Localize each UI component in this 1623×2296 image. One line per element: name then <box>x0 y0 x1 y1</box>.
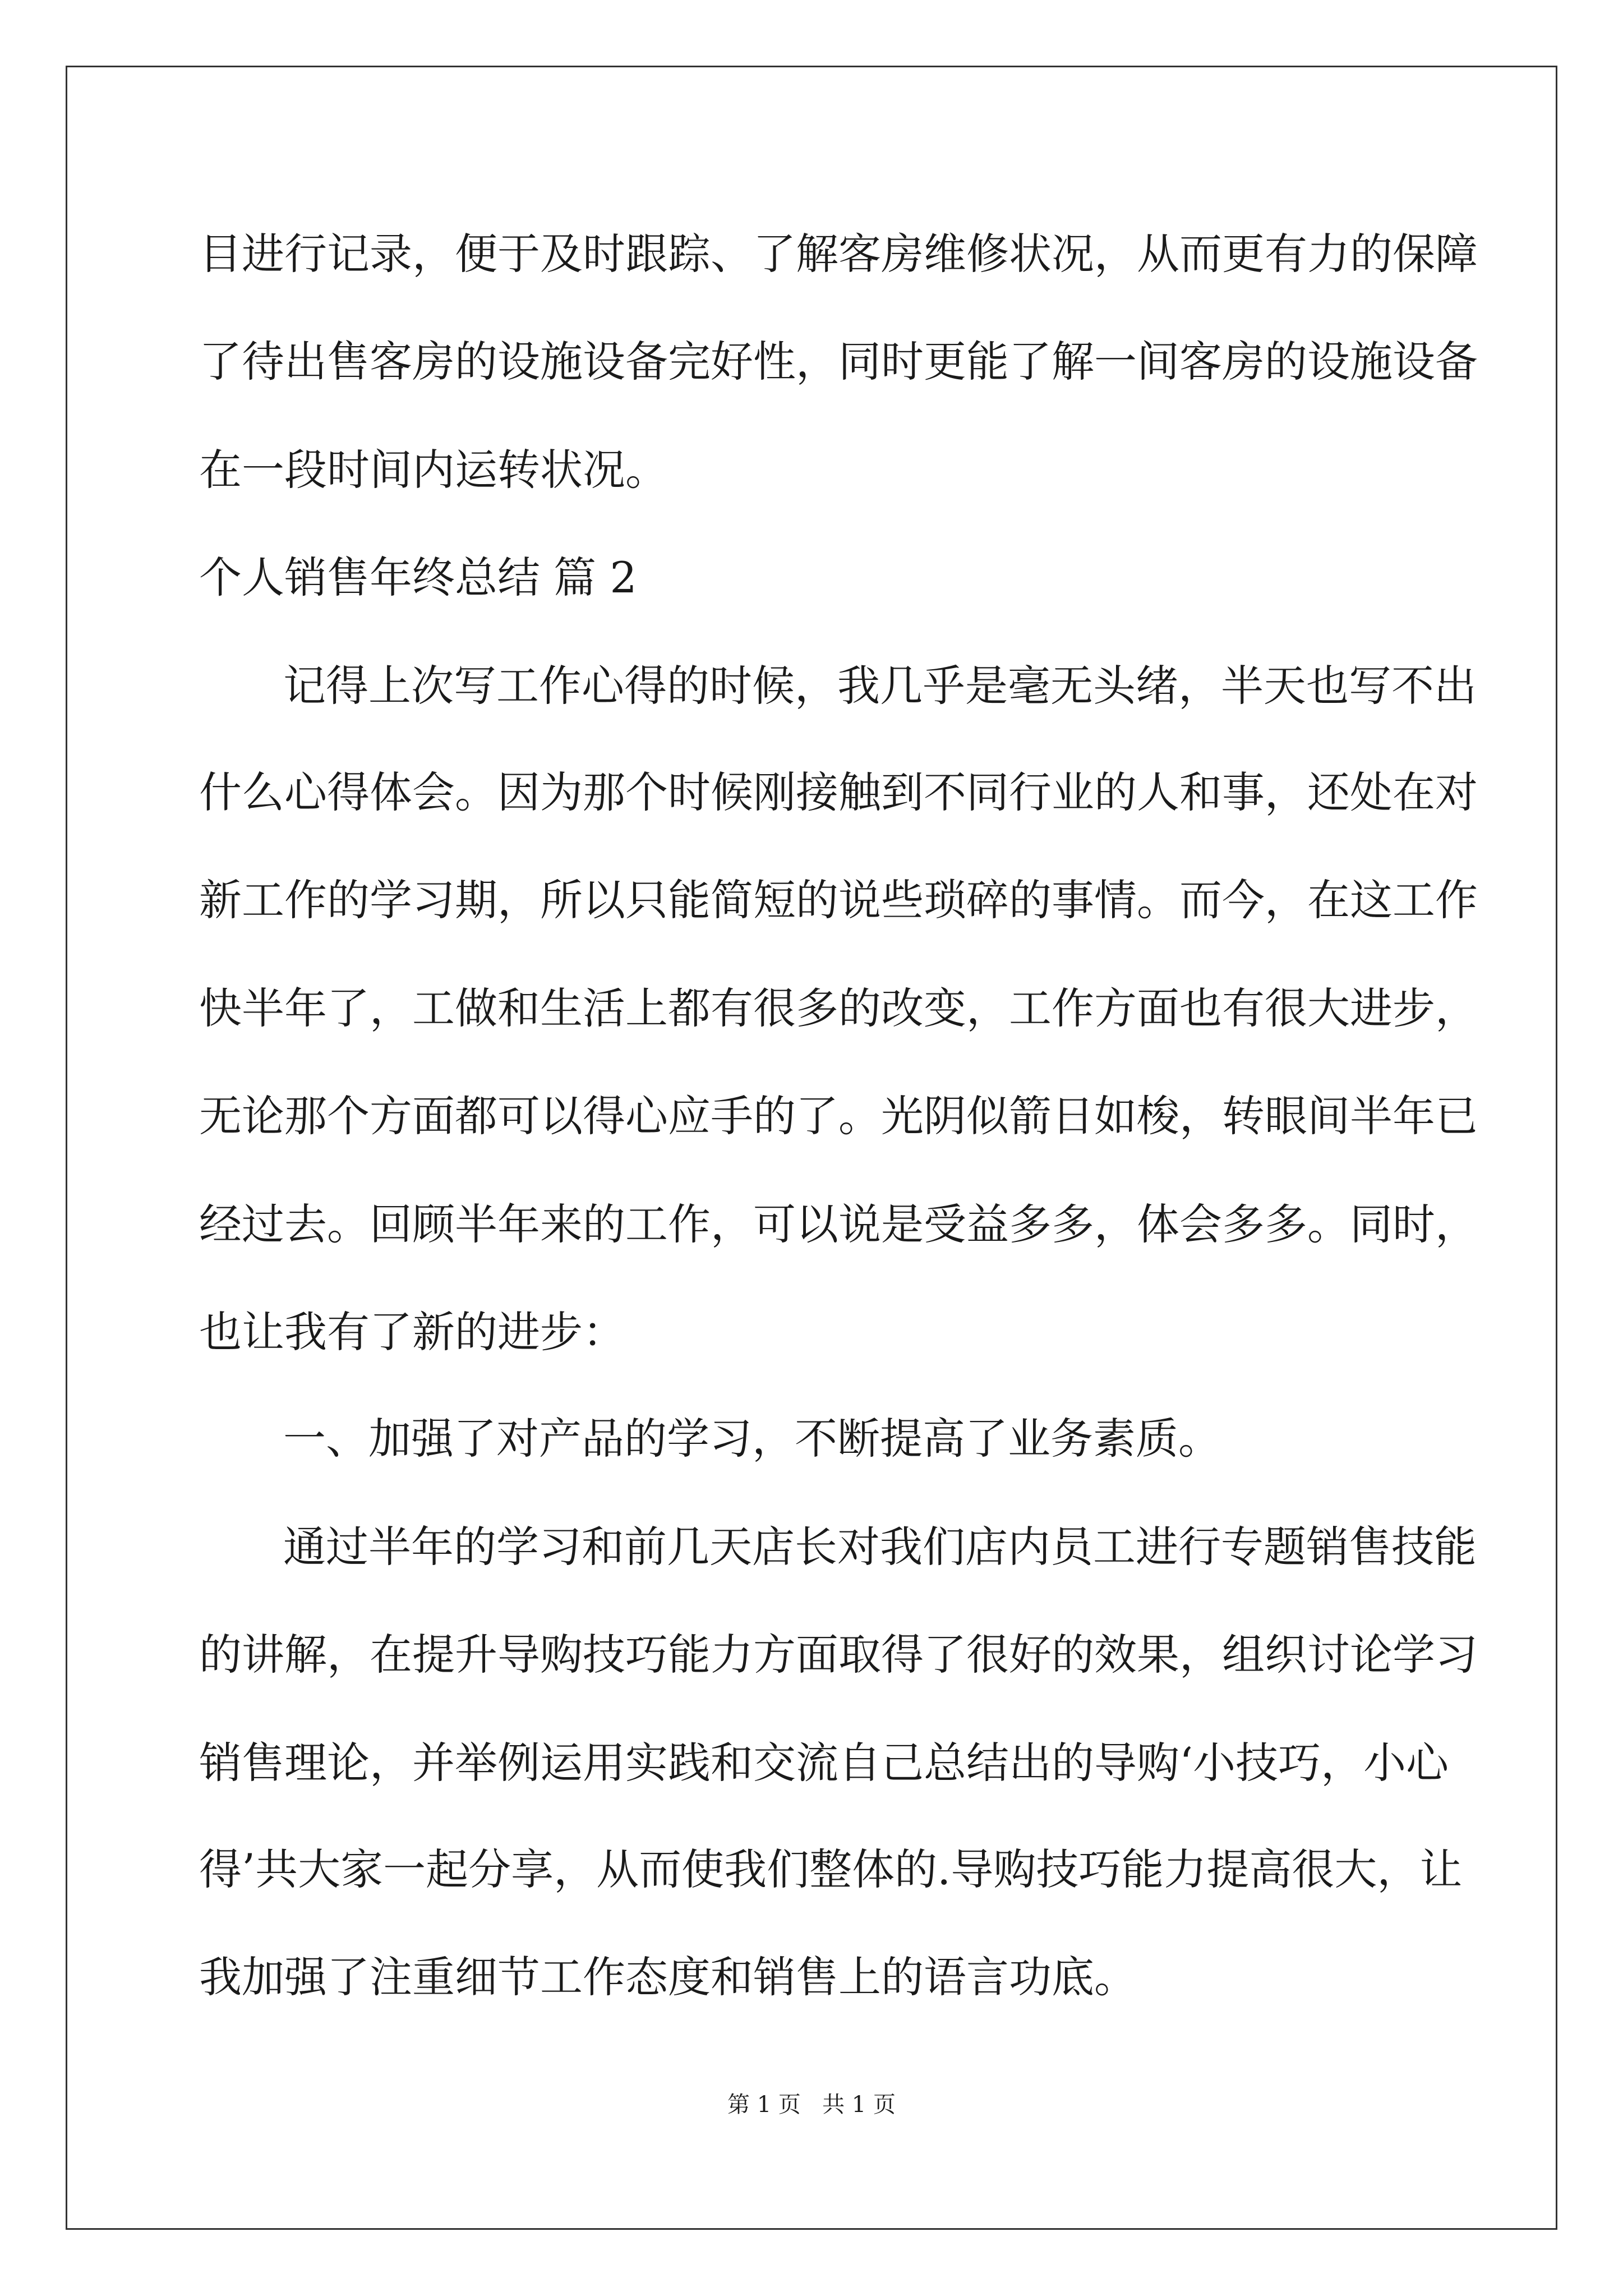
body-text-line: 无论那个方面都可以得心应手的了。光阴似箭日如梭，转眼间半年已 <box>199 1091 1478 1141</box>
body-text-line: 经过去。回顾半年来的工作，可以说是受益多多，体会多多。同时， <box>199 1199 1478 1249</box>
page-border <box>66 66 1557 2230</box>
section-heading: 个人销售年终总结 篇 2 <box>199 553 637 602</box>
body-text-line: 得’共大家一起分享，从而使我们整体的.导购技巧能力提高很大，让 <box>199 1844 1463 1894</box>
body-text-line: 通过半年的学习和前几天店长对我们店内员工进行专题销售技能 <box>283 1522 1477 1572</box>
page-number-footer: 第 1 页 共 1 页 <box>727 2092 896 2118</box>
body-text-line: 在一段时间内运转状况。 <box>199 445 668 495</box>
body-text-line: 目进行记录，便于及时跟踪、了解客房维修状况，从而更有力的保障 <box>199 229 1478 279</box>
body-text-line: 快半年了，工做和生活上都有很多的改变，工作方面也有很大进步， <box>199 983 1478 1033</box>
list-heading: 一、加强了对产品的学习，不断提高了业务素质。 <box>283 1414 1221 1464</box>
body-text-line: 了待出售客房的设施设备完好性，同时更能了解一间客房的设施设备 <box>199 337 1478 386</box>
body-text-line: 什么心得体会。因为那个时候刚接触到不同行业的人和事，还处在对 <box>199 767 1478 817</box>
body-text-line: 也让我有了新的进步： <box>199 1307 625 1357</box>
body-text-line: 我加强了注重细节工作态度和销售上的语言功底。 <box>199 1952 1137 2002</box>
body-text-line: 的讲解，在提升导购技巧能力方面取得了很好的效果，组织讨论学习 <box>199 1630 1478 1680</box>
body-text-line: 销售理论，并举例运用实践和交流自己总结出的导购‘小技巧，小心 <box>199 1738 1449 1788</box>
body-text-line: 新工作的学习期，所以只能简短的说些琐碎的事情。而今，在这工作 <box>199 875 1478 925</box>
body-text-line: 记得上次写工作心得的时候，我几乎是毫无头绪，半天也写不出 <box>283 661 1477 711</box>
